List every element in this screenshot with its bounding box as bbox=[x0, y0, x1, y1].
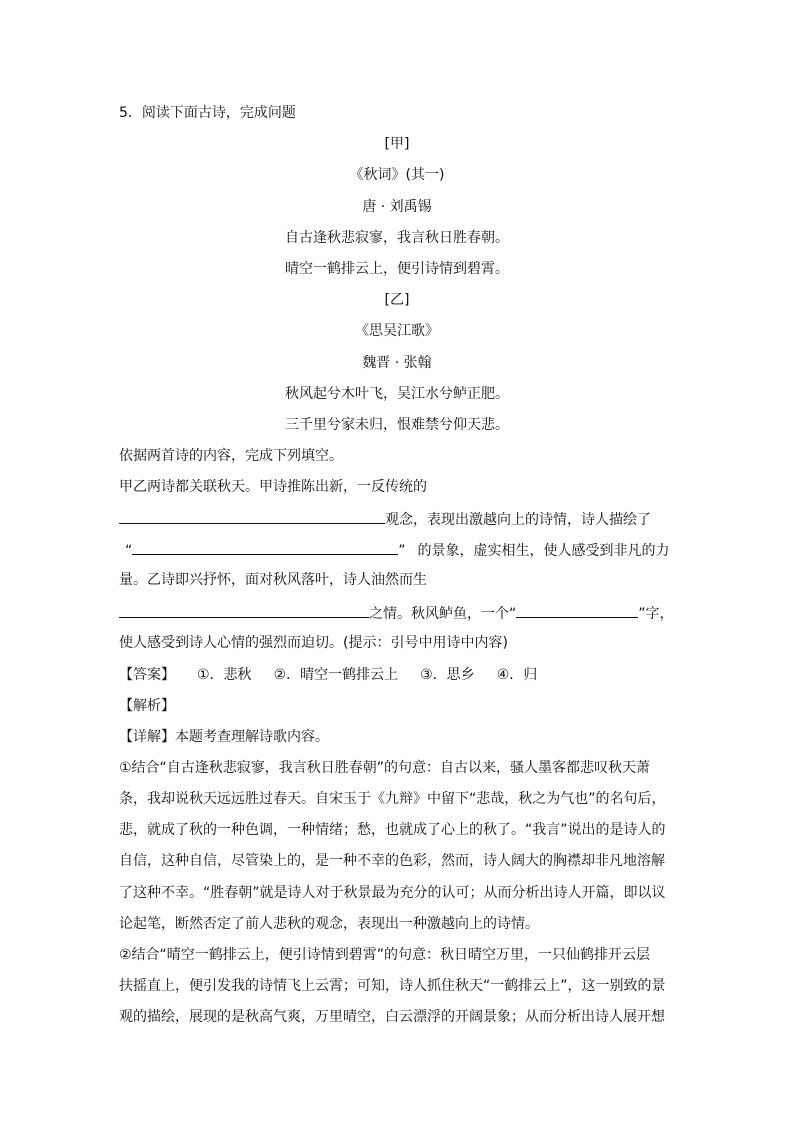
poem-b-label: [乙] bbox=[384, 292, 410, 308]
detail-row bbox=[119, 728, 329, 746]
poem-b-line-2: 三千里兮家未归，恨难禁兮仰天悲。 bbox=[285, 417, 509, 433]
detail-label: 【详解】 bbox=[119, 729, 175, 745]
poem-a-line-2: 晴空一鹤排云上，便引诗情到碧霄。 bbox=[285, 261, 509, 277]
analysis-p1-line-1: ①结合“自古逢秋悲寂寥，我言秋日胜春朝”的句意：自古以来，骚人墨客都悲叹秋天萧 bbox=[119, 760, 651, 776]
fill-line-5-text-a: 之情。秋风鲈鱼，一个“ bbox=[369, 606, 517, 622]
fill-line-6: 使人感受到诗人心情的强烈而迫切。(提示：引号中用诗中内容) bbox=[119, 635, 508, 651]
poem-b-title: 《思吴江歌》 bbox=[355, 323, 439, 339]
analysis-p1-line-4: 自信，这种自信，尽管染上的，是一种不幸的色彩，然而，诗人阔大的胸襟却非凡地溶解 bbox=[119, 853, 665, 869]
fill-line-3 bbox=[119, 540, 670, 560]
answer-label: 【答案】 bbox=[119, 667, 175, 683]
answer-row bbox=[119, 666, 537, 684]
detail-text: 本题考查理解诗歌内容。 bbox=[175, 729, 329, 745]
poem-a-line-1: 自古逢秋悲寂寥，我言秋日胜春朝。 bbox=[285, 230, 509, 246]
fill-line-5 bbox=[119, 603, 674, 623]
fill-line-5-text-b: ”字， bbox=[638, 606, 674, 622]
instruction-text: 依据两首诗的内容，完成下列填空。 bbox=[119, 448, 343, 464]
analysis-p2-line-1: ②结合“晴空一鹤排云上，便引诗情到碧霄”的句意：秋日晴空万里，一只仙鹤排开云层 bbox=[119, 947, 651, 963]
answer-blank-2[interactable] bbox=[132, 540, 398, 555]
analysis-label: 【解析】 bbox=[119, 698, 175, 714]
fill-line-2 bbox=[119, 509, 651, 529]
question-title: 5．阅读下面古诗，完成问题 bbox=[119, 105, 296, 121]
answer-item-2: ②．晴空一鹤排云上 bbox=[273, 667, 399, 683]
answer-item-3: ③．思乡 bbox=[420, 667, 475, 683]
answer-blank-4[interactable] bbox=[516, 603, 638, 618]
fill-line-1: 甲乙两诗都关联秋天。甲诗推陈出新，一反传统的 bbox=[119, 479, 427, 495]
answer-item-1: ①．悲秋 bbox=[197, 667, 252, 683]
quote-close: ” bbox=[398, 543, 406, 559]
analysis-p1-line-3: 悲，就成了秋的一种色调，一种情绪；愁，也就成了心上的秋了。“我言”说出的是诗人的 bbox=[119, 822, 666, 838]
answer-blank-3[interactable] bbox=[119, 603, 369, 618]
analysis-p1-line-6: 论起笔，断然否定了前人悲秋的观念，表现出一种激越向上的诗情。 bbox=[119, 916, 539, 932]
analysis-p1-line-5: 了这种不幸。“胜春朝”就是诗人对于秋景最为充分的认可；从而分析出诗人开篇，即以议 bbox=[119, 885, 666, 901]
analysis-p1-line-2: 条，我却说秋天远远胜过春天。自宋玉于《九辩》中留下“悲哉，秋之为气也”的名句后， bbox=[119, 791, 666, 807]
analysis-p2-line-2: 扶摇直上，便引发我的诗情飞上云霄；可知，诗人抓住秋天“一鹤排云上”，这一别致的景 bbox=[119, 978, 666, 994]
answer-blank-1[interactable] bbox=[119, 509, 385, 524]
poem-b-line-1: 秋风起兮木叶飞，吴江水兮鲈正肥。 bbox=[285, 386, 509, 402]
poem-b-author: 魏晋 · 张翰 bbox=[362, 355, 432, 371]
fill-line-4: 量。乙诗即兴抒怀，面对秋风落叶，诗人油然而生 bbox=[119, 572, 427, 588]
answer-item-4: ④．归 bbox=[496, 667, 538, 683]
fill-line-3-text: 的景象，虚实相生，使人感受到非凡的力 bbox=[417, 543, 670, 559]
analysis-p2-line-3: 观的描绘，展现的是秋高气爽，万里晴空，白云漂浮的开阔景象；从而分析出诗人展开想 bbox=[119, 1009, 665, 1025]
poem-a-label: [甲] bbox=[384, 136, 410, 152]
fill-line-2-text: 观念，表现出激越向上的诗情，诗人描绘了 bbox=[385, 512, 651, 528]
poem-a-author: 唐 · 刘禹锡 bbox=[362, 199, 432, 215]
poem-a-title: 《秋词》(其一) bbox=[349, 167, 445, 183]
quote-open: “ bbox=[125, 543, 133, 559]
